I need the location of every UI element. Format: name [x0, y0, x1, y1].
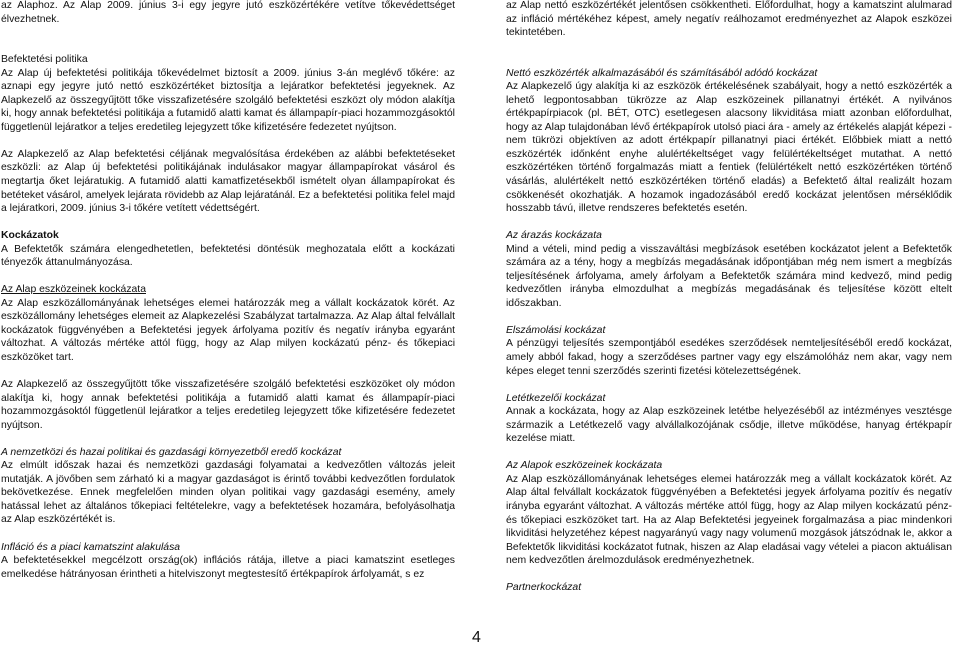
right-column: [506, 0, 952, 595]
risks-heading: Kockázatok: [1, 230, 59, 242]
custodian-risk-heading: Letétkezelői kockázat: [506, 392, 606, 404]
investment-policy-paragraph-2: Az Alapkezelő az Alap befektetési céljának megvalósítása érdekében az alábbi befektetéseket eszközli: az Alap új befektetési politikájának indulásakor magyar állampapírokat vásárol és megtartja őket lejáratukig. A futamidő alatti kamatfizetésekből ismételt olyan állampapírokat és betéteket vásárol, amelyek lejárata rövidebb az Alap lejáratánál. Ez a befektetési politika felel majd a lejáratkori, 2009. június 3-i tőkére vetített védettségért.: [1, 148, 455, 215]
risks-paragraph: A Befektetők számára elengedhetetlen, befektetési döntésük meghozatala előtt a kockázati tényezők áttanulmányozása.: [1, 243, 455, 269]
political-economic-risk-paragraph: Az elmúlt időszak hazai és nemzetközi gazdasági folyamatai a kedvezőtlen változás jeleit mutatják. A jövőben sem zárható ki a magyar gazdaságot is érintő további kedvezőtlen fordulatok bekövetkezése. Ennek megfelelően minden olyan politikai vagy gazdasági esemény, amely hatással lehet az általános tőkepiaci feltételekre, vagy a befektetések hozamára, befolyásolhatja az Alap eszközértékét is.: [1, 460, 455, 526]
nav-risk-heading: Nettó eszközérték alkalmazásából és számításából adódó kockázat: [506, 67, 818, 79]
funds-assets-risk-paragraph: Az Alap eszközállományának lehetséges elemei határozzák meg a vállalt kockázatok körét. Az Alap által felvállalt kockázatok függvényében a Befektetési jegyek árfolyama pozitív és negatív irányba egyaránt változhat. A változás mértéke attól függ, hogy az Alap milyen kockázatú pénz- és tőkepiaci eszközöket tart. Ha az Alap Befektetési jegyeinek forgalmazása a piac mindenkori likviditási helyzetéhez képest nagyarányú vagy nagy volumenű mozgások játszódnak le, akkor a Befektetők likviditási kockázatot futnak, hiszen az Alap eladásai vagy vételei a piacon aktuálisan nem kedvezőtlen árelmozdulások eredményezhetnek.: [506, 473, 952, 567]
pricing-risk-paragraph: Mind a vételi, mind pedig a visszaváltási megbízások esetében kockázatot jelent a Befektetők számára az a tény, hogy a megbízás megadásának időpontjában még nem ismert a megbízás teljesítésének árfolyama, amely árfolyam a Befektetők számára mind kedvező, mind pedig kedvezőtlen irányba elmozdulhat a megbízás megadásának és teljesítése között eltelt időszakban.: [506, 243, 952, 309]
left-column: [1, 0, 455, 581]
settlement-risk-paragraph: A pénzügyi teljesítés szempontjából esedékes szerződések nemteljesítéséből eredő kockázat, amely abból fakad, hogy a szerződéses partner vagy egy elszámolóház nem akar, vagy nem képes eleget tenni szerződés szerinti fizetési kötelezettségének.: [506, 338, 952, 377]
fund-assets-risk-heading: Az Alap eszközeinek kockázata: [1, 284, 146, 296]
left-intro-paragraph: az Alaphoz. Az Alap 2009. június 3-i egy jegyre jutó eszközértékére vetítve tőkevédettséget élvezhetnek.: [1, 0, 455, 25]
custodian-risk-paragraph: Annak a kockázata, hogy az Alap eszközeinek letétbe helyezéséből az intézményes vesztésge származik a Letétkezelő vagy alvállalkozójának csődje, illetve működése, hanyag értékpapír kezelése miatt.: [506, 406, 952, 445]
political-economic-risk-heading: A nemzetközi és hazai politikai és gazdasági környezetből eredő kockázat: [1, 446, 342, 458]
pricing-risk-heading: Az árazás kockázata: [506, 230, 602, 242]
funds-assets-risk-heading: Az Alapok eszközeinek kockázata: [506, 460, 663, 472]
inflation-risk-heading: Infláció és a piaci kamatszint alakulása: [1, 541, 181, 553]
nav-risk-paragraph: Az Alapkezelő úgy alakítja ki az eszközök értékelésének szabályait, hogy a nettó eszközérték a lehető legpontosabban tükrözze az Alap eszközeinek pillanatnyi értékét. A nyilvános értékpapírpiacok (pl. BÉT, OTC) esetlegesen alacsony likviditása miatt azonban előfordulhat, hogy az Alap tulajdonában lévő értékpapírok utolsó piaci ára - amely az értékelés alapját képezi - nem tükrözi objektíven az adott értékpapír pillanatnyi piaci értékét. Előbbiek miatt a nettó eszközérték időnként enyhe alulértékeltséget vagy felülértékeltséget mutathat. A nettó eszközértéken történő forgalmazás miatt a fentiek (felülértékelt nettó eszközértéken történő vásárlás, alulértékelt nettó eszközértéken történő eladás) a Befektető által realizált hozam csökkenését okozhatják. A hozamok ingadozásából eredő kockázat jelentősen mérséklődik hosszabb távú, illetve rendszeres befektetés esetén.: [506, 81, 952, 215]
right-intro-paragraph: az Alap nettó eszközértékét jelentősen csökkentheti. Előfordulhat, hogy a kamatszint alulmarad az infláció mértékéhez képest, amely negatív reálhozamot eredményezhet az Alapok eszközei tekintetében.: [506, 0, 952, 39]
inflation-risk-paragraph: A befektetésekkel megcélzott ország(ok) inflációs rátája, illetve a piaci kamatszint esetleges emelkedése hátrányosan érintheti a hitelviszonyt megtestesítő értékpapírok árfolyamát, s ez: [1, 555, 455, 580]
partner-risk-heading: Partnerkockázat: [506, 582, 582, 594]
investment-policy-paragraph-1: Az Alap új befektetési politikája tőkevédelmet biztosít a 2009. június 3-án meglévő tőkére: az aznapi egy jegyre jutó nettó eszközértéket biztosítja a lejáratkor befektetési jegyeknek. Az Alapkezelő az összegyűjtött tőke visszafizetésére szolgáló befektetési eszközt oly módon alakítja ki, hogy annak befektetési politikája a futamidő alatti kamat és állampapír-piaci hozammozgásoktól függetlenül lejáratkor a teljes eredetileg lejegyzett tőke kifizetésére fedezetet nyújtson.: [1, 67, 455, 133]
fund-assets-risk-paragraph-2: Az Alapkezelő az összegyűjtött tőke visszafizetésére szolgáló befektetési eszközöket oly módon alakítja ki, hogy annak befektetési politikája a futamidő alatti kamat és állampapír-piaci hozammozgásoktól függetlenül lejáratkor a teljes eredetileg lejegyzett tőke kifizetésére fedezetet nyújtson.: [1, 379, 455, 431]
fund-assets-risk-paragraph-1: Az Alap eszközállományának lehetséges elemei határozzák meg a vállalt kockázatok körét. Az eszközállomány lehetséges elemeit az Alapkezelési Szabályzat tartalmazza. Az Alap által felvállalt kockázatok függvényében a Befektetési jegyek árfolyama pozitív és negatív irányba egyaránt változhat. A változás mértéke attól függ, hogy az Alap milyen kockázatú pénz- és tőkepiaci eszközöket tart.: [1, 297, 455, 363]
investment-policy-heading: Befektetési politika: [1, 54, 88, 66]
settlement-risk-heading: Elszámolási kockázat: [506, 324, 606, 336]
page-number: 4: [472, 629, 481, 646]
